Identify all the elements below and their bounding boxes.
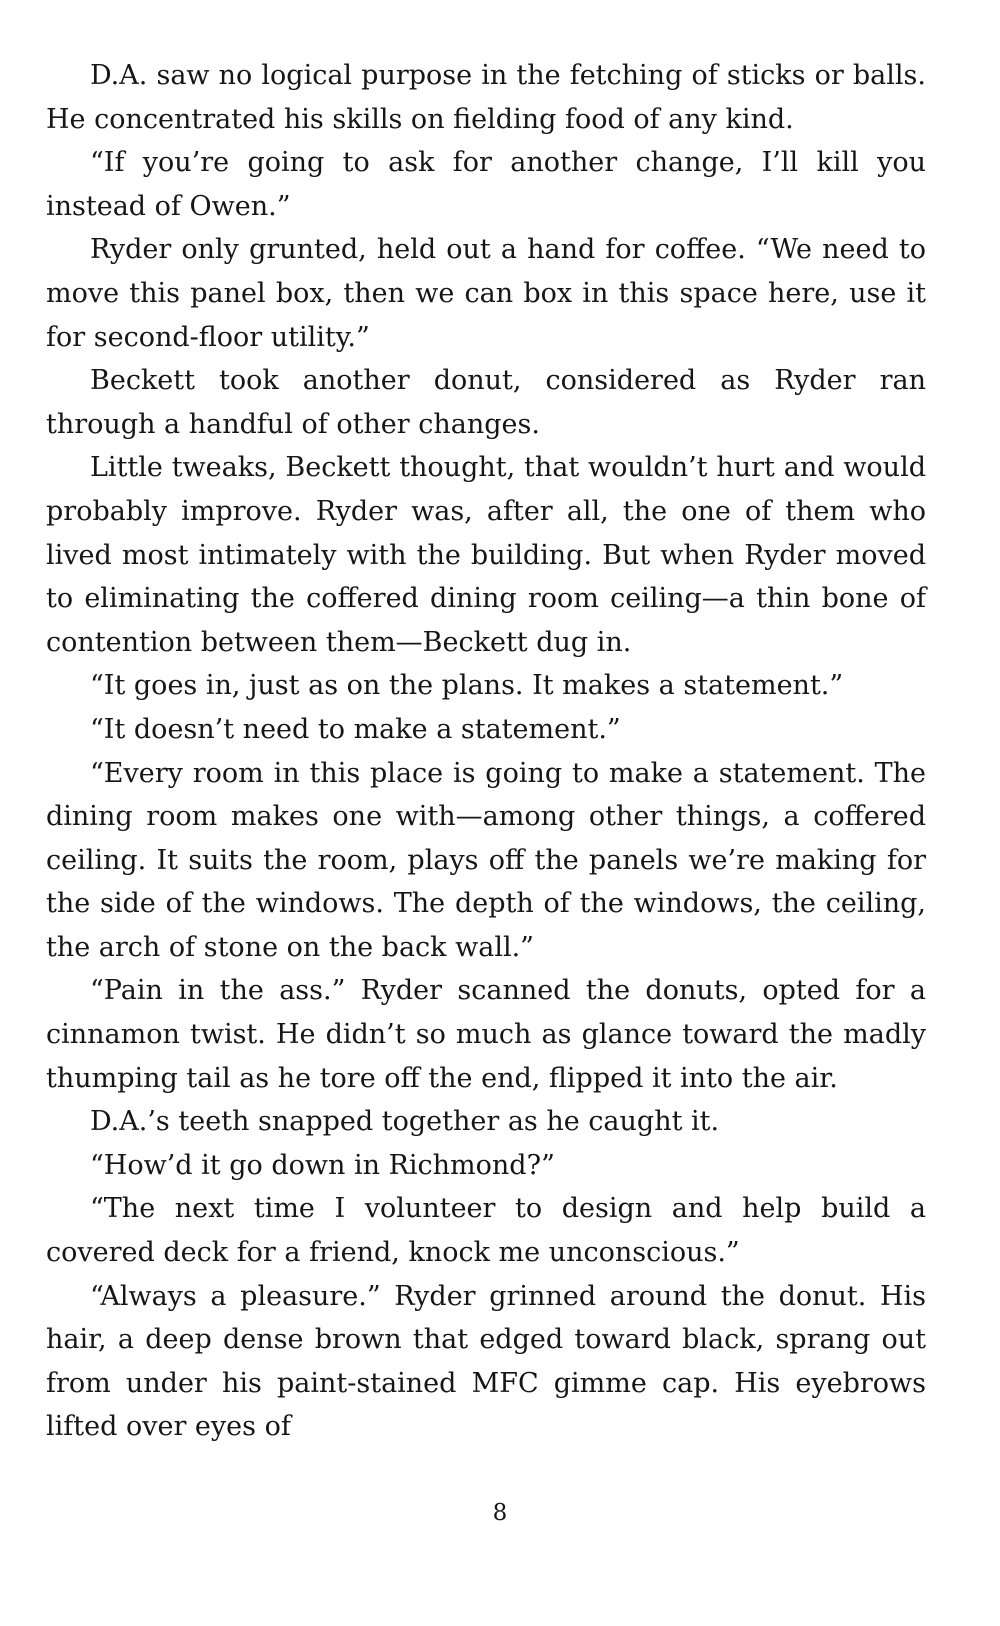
paragraph: “Always a pleasure.” Ryder grinned around the donut. His hair, a deep dense brown that edged toward black, sprang out from under his paint-stained MFC gimme cap. His eyebrows lifted over eyes of <box>46 1280 926 1443</box>
paragraph: “Every room in this place is going to make a statement. The dining room makes one with—among other things, a coffered ceiling. It suits the room, plays off the panels we’re making for the side of the windows. The depth of the windows, the ceiling, the arch of stone on the back wall.” <box>46 757 926 963</box>
paragraph: Beckett took another donut, considered as Ryder ran through a handful of other changes. <box>46 365 926 440</box>
paragraph: “The next time I volunteer to design and help build a covered deck for a friend, knock me unconscious.” <box>46 1193 926 1269</box>
page-number: 8 <box>492 1500 508 1526</box>
paragraph: “How’d it go down in Richmond?” <box>90 1149 555 1181</box>
paragraph: “Pain in the ass.” Ryder scanned the donuts, opted for a cinnamon twist. He didn’t so much as glance toward the madly thumping tail as he tore off the end, flipped it into the air. <box>46 975 926 1094</box>
paragraph: D.A. saw no logical purpose in the fetching of sticks or balls. He concentrated his skills on fielding food of any kind. <box>46 60 926 135</box>
paragraph: Little tweaks, Beckett thought, that wouldn’t hurt and would probably improve. Ryder was, after all, the one of them who lived most intimately with the building. But when Ryder moved to eliminating the coffered dining room ceiling—a thin bone of contention between them—Beckett dug in. <box>46 452 926 658</box>
paragraph: “It goes in, just as on the plans. It makes a statement.” <box>90 670 844 702</box>
body-text <box>46 54 926 1449</box>
paragraph: “It doesn’t need to make a statement.” <box>90 713 621 745</box>
paragraph: “If you’re going to ask for another change, I’ll kill you instead of Owen.” <box>46 147 926 222</box>
paragraph: Ryder only grunted, held out a hand for coffee. “We need to move this panel box, then we can box in this space here, use it for second-floor utility.” <box>46 234 926 353</box>
paragraph: D.A.’s teeth snapped together as he caught it. <box>90 1106 720 1138</box>
